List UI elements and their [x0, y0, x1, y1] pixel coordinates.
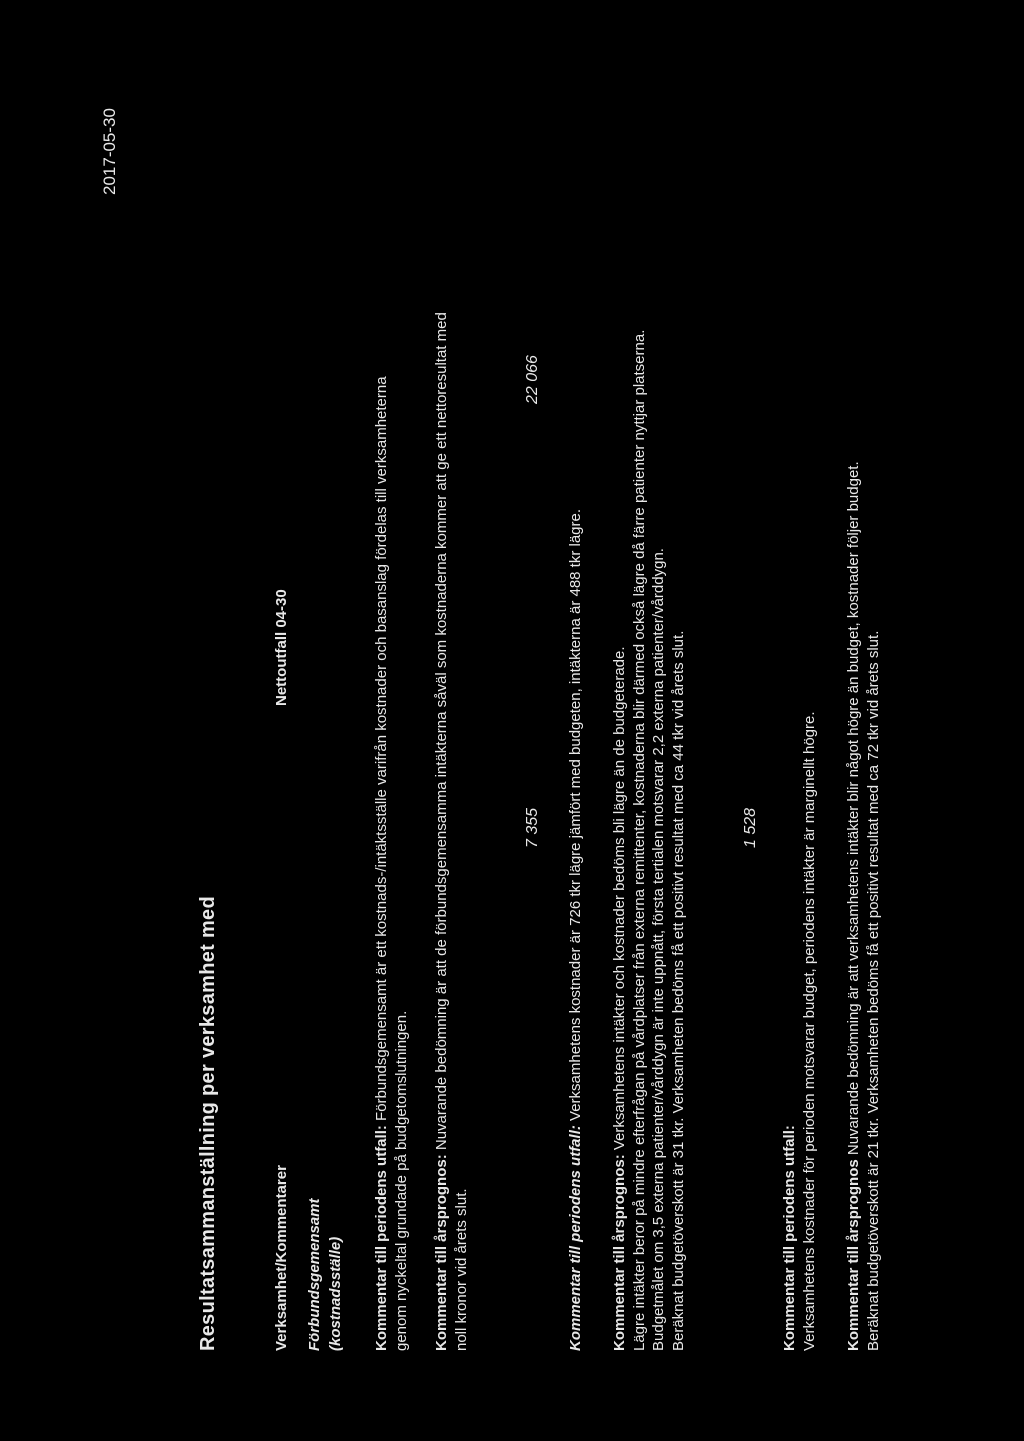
comment-text: Beräknat budgetöverskott är 31 tkr. Verksamheten bedöms få ett positivt resultat med ca 44 tkr vid årets slut.	[669, 630, 687, 1351]
comment-label: Kommentar till periodens utfall:	[373, 1125, 390, 1351]
comment-period-outcome-3	[780, 711, 819, 1351]
comment-label: Kommentar till periodens utfall:	[567, 1125, 584, 1351]
column-header-right: Nettoutfall 04-30	[273, 589, 290, 706]
unit-name-line2: (kostnadsställe)	[327, 1236, 344, 1351]
comment-text: Förbundsgemensamt är ett kostnads-/intäktsställe varifrån kostnader och basanslag fördelas till verksamheterna	[373, 376, 390, 1126]
comment-text: genom nyckeltal grundade på budgetomslutningen.	[392, 1010, 410, 1351]
comment-text: Budgetmålet om 3,5 externa patienter/vårddygn är inte uppnått, första tertialen motsvarar 2,2 externa patienter/vårddygn.	[650, 548, 667, 1351]
document-date: 2017-05-30	[100, 108, 119, 195]
comment-forecast-1	[432, 312, 471, 1351]
value-7355: 7 355	[524, 807, 541, 848]
page-title: Resultatsammanställning per verksamhet med	[197, 896, 219, 1351]
comment-text: noll kronor vid årets slut.	[452, 1188, 470, 1351]
comment-label: Kommentar till årsprognos:	[611, 1154, 628, 1351]
comment-period-outcome-1	[372, 376, 411, 1351]
comment-forecast-2	[610, 330, 688, 1351]
unit-name	[304, 1198, 346, 1351]
value-1528: 1 528	[742, 807, 759, 848]
unit-name-line1: Förbundsgemensamt	[306, 1198, 323, 1351]
column-header-left: Verksamhet/Kommentarer	[273, 1165, 290, 1351]
comment-forecast-3	[844, 461, 883, 1351]
comment-text: Verksamhetens kostnader är 726 tkr lägre jämfört med budgeten, intäkterna är 488 tkr lägre.	[567, 508, 584, 1126]
comment-period-outcome-2	[566, 509, 586, 1351]
comment-text: Verksamhetens kostnader för perioden motsvarar budget, periodens intäkter är marginellt högre.	[800, 711, 818, 1351]
comment-text: Verksamhetens intäkter och kostnader bedöms bli lägre än de budgeterade.	[611, 646, 628, 1155]
value-22066: 22 066	[524, 355, 541, 404]
comment-label: Kommentar till årsprognos:	[433, 1154, 450, 1351]
comment-text: Lägre intäkter beror på mindre efterfrågan på vårdplatser från externa remittenter, kostnaderna blir därmed också lägre då färre patienter nyttjar platserna.	[630, 329, 648, 1351]
comment-label: Kommentar till årsprognos	[845, 1159, 862, 1351]
comment-text: Nuvarande bedömning är att de förbundsgemensamma intäkterna såväl som kostnaderna kommer att ge ett nettoresultat med	[433, 312, 450, 1155]
comment-text: Nuvarande bedömning är att verksamhetens intäkter blir något högre än budget, kostnader följer budget.	[845, 461, 862, 1160]
comment-label: Kommentar till periodens utfall:	[781, 1125, 798, 1351]
comment-text: Beräknat budgetöverskott är 21 tkr. Verksamheten bedöms få ett positivt resultat med ca 72 tkr vid årets slut.	[864, 630, 882, 1351]
